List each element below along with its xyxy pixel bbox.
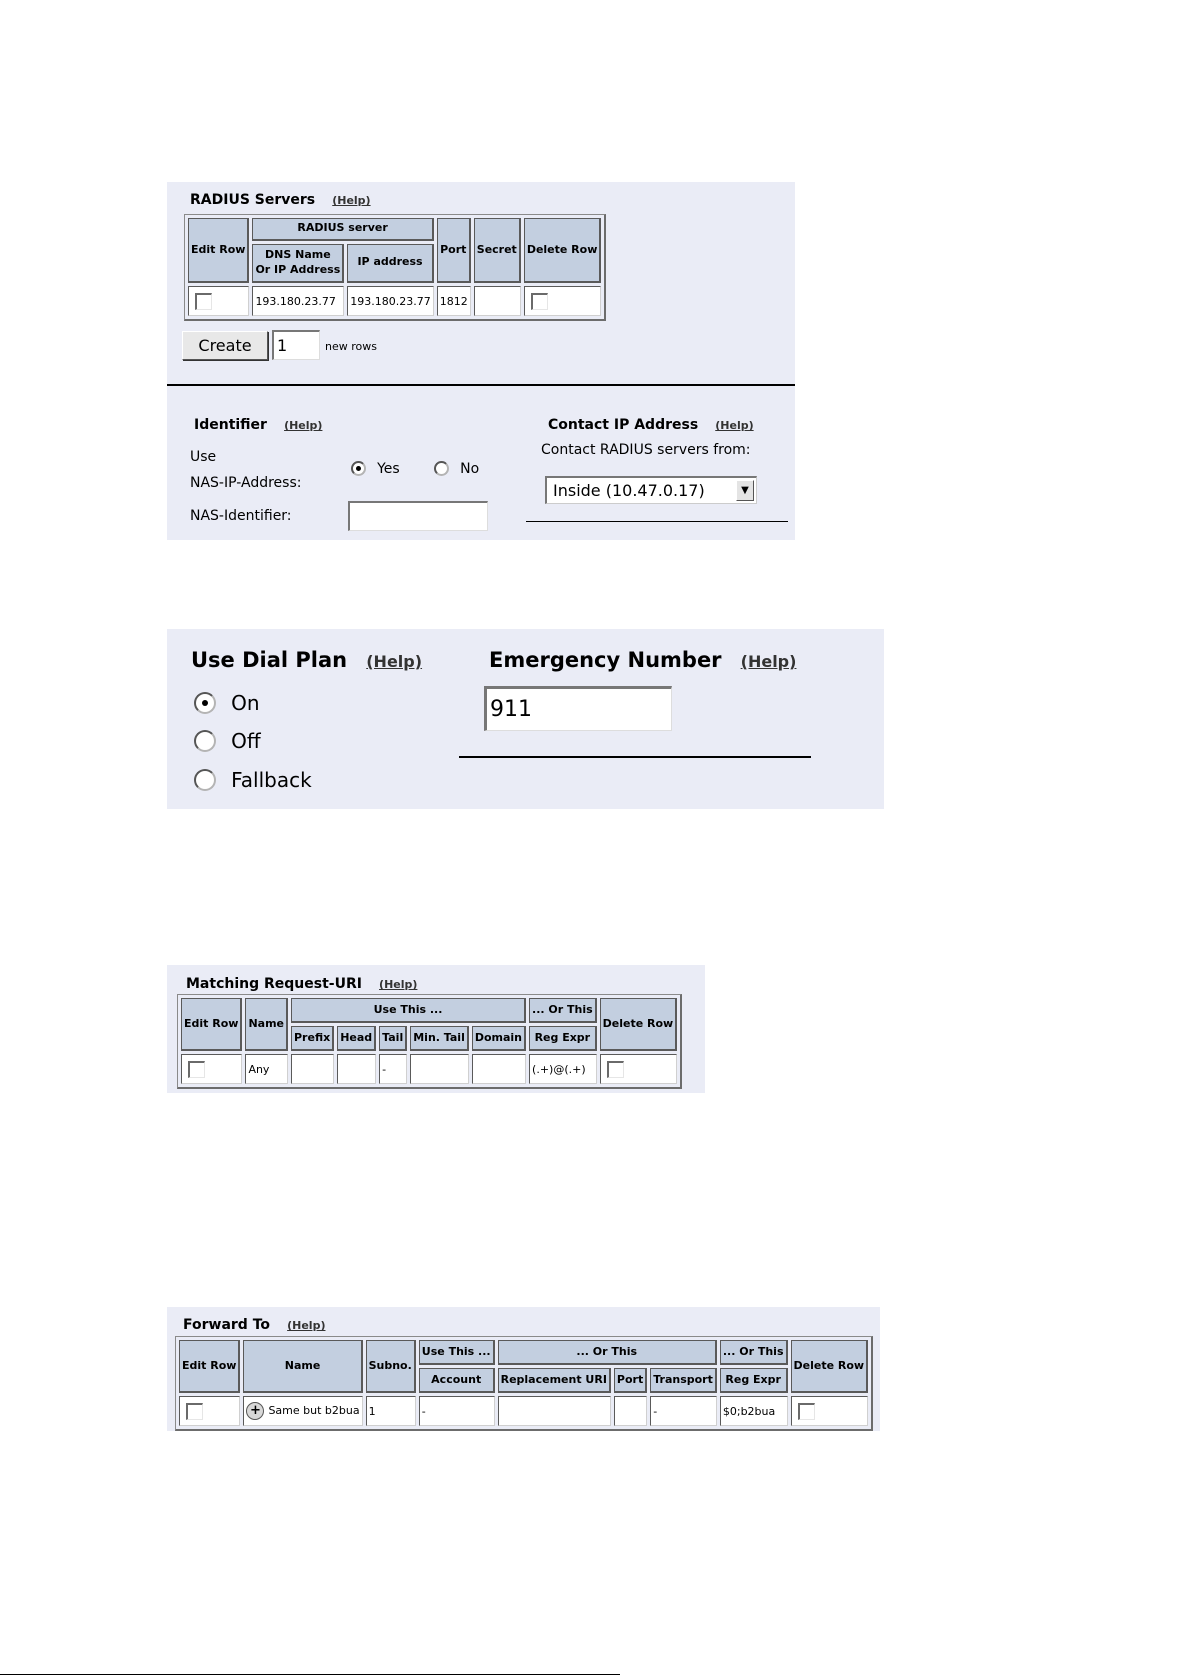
radius-servers-title: RADIUS Servers	[190, 192, 316, 208]
nas-identifier-label: NAS-Identifier:	[190, 508, 292, 524]
dialplan-option-fallback[interactable]	[194, 768, 312, 792]
col-group-radius-server: RADIUS server	[252, 218, 433, 241]
col-domain: Domain	[472, 1026, 526, 1051]
radius-servers-heading	[190, 189, 371, 208]
transport-cell[interactable]: -	[650, 1396, 717, 1426]
col-dns-name-line2: Or IP Address	[255, 262, 341, 276]
col-reg-expr: Reg Expr	[529, 1026, 597, 1051]
dialplan-heading	[191, 648, 422, 672]
col-port: Port	[437, 218, 471, 283]
use-nas-ip-label	[190, 444, 301, 496]
forward-title: Forward To	[183, 1317, 271, 1333]
domain-cell[interactable]	[472, 1054, 526, 1084]
matching-heading	[186, 973, 417, 992]
identifier-heading	[194, 414, 322, 433]
prefix-cell[interactable]	[291, 1054, 334, 1084]
contact-ip-heading	[548, 414, 754, 433]
edit-row-cell	[179, 1396, 240, 1426]
nas-ip-no-option[interactable]	[434, 458, 479, 477]
radius-servers-table	[184, 214, 606, 321]
edit-row-checkbox[interactable]	[195, 293, 212, 310]
col-secret: Secret	[474, 218, 521, 283]
identifier-help-link[interactable]: (Help)	[284, 419, 323, 432]
contact-ip-selected: Inside (10.47.0.17)	[553, 481, 705, 500]
col-dns-name-line1: DNS Name	[265, 247, 331, 261]
contact-ip-title: Contact IP Address	[548, 417, 699, 433]
tail-cell[interactable]: -	[379, 1054, 407, 1084]
contact-ip-help-link[interactable]: (Help)	[715, 419, 754, 432]
col-subno: Subno.	[366, 1340, 416, 1393]
dialplan-fallback-label: Fallback	[231, 768, 312, 792]
col-edit-row: Edit Row	[188, 218, 249, 283]
nas-ip-yes-option[interactable]	[351, 458, 400, 477]
forward-heading	[183, 1314, 325, 1333]
nas-ip-yes-label: Yes	[377, 461, 400, 477]
identifier-title: Identifier	[194, 417, 267, 433]
page-footer-rule	[0, 1674, 620, 1675]
use-nas-ip-label-line2: NAS-IP-Address:	[190, 475, 302, 491]
account-cell[interactable]: -	[419, 1396, 495, 1426]
secret-cell[interactable]	[474, 286, 521, 316]
delete-row-cell	[791, 1396, 869, 1426]
col-min-tail: Min. Tail	[410, 1026, 469, 1051]
col-transport: Transport	[650, 1368, 717, 1393]
nas-ip-no-label: No	[460, 461, 480, 477]
new-rows-input[interactable]: 1	[272, 330, 320, 360]
col-dns-name	[252, 244, 344, 283]
col-edit-row: Edit Row	[179, 1340, 240, 1393]
col-name: Name	[243, 1340, 362, 1393]
create-button[interactable]: Create	[182, 331, 268, 360]
replacement-uri-cell[interactable]	[498, 1396, 611, 1426]
col-group-or-this: ... Or This	[498, 1340, 717, 1365]
col-tail: Tail	[379, 1026, 407, 1051]
col-account: Account	[419, 1368, 495, 1393]
name-value: Same but b2bua	[268, 1404, 360, 1417]
name-cell[interactable]	[243, 1396, 362, 1426]
ip-cell[interactable]: 193.180.23.77	[347, 286, 433, 316]
dialplan-off-radio[interactable]	[194, 730, 216, 752]
reg-expr-cell[interactable]: (.+)@(.+)	[529, 1054, 597, 1084]
dialplan-fallback-radio[interactable]	[194, 769, 216, 791]
new-rows-label: new rows	[325, 340, 377, 353]
forward-table	[175, 1336, 873, 1431]
contact-ip-divider	[526, 521, 788, 522]
delete-row-checkbox[interactable]	[531, 293, 548, 310]
col-delete-row: Delete Row	[791, 1340, 869, 1393]
table-row	[181, 1054, 677, 1084]
emergency-title: Emergency Number	[489, 648, 722, 672]
emergency-divider	[459, 756, 811, 758]
nas-identifier-input[interactable]	[348, 501, 488, 531]
col-prefix: Prefix	[291, 1026, 334, 1051]
reg-expr-cell[interactable]: $0;b2bua	[720, 1396, 788, 1426]
head-cell[interactable]	[337, 1054, 376, 1084]
emergency-heading	[489, 648, 796, 672]
col-edit-row: Edit Row	[181, 998, 242, 1051]
dialplan-option-off[interactable]	[194, 729, 261, 753]
emergency-number-input[interactable]: 911	[484, 686, 672, 731]
emergency-help-link[interactable]: (Help)	[740, 652, 797, 671]
table-row	[188, 286, 601, 316]
port-cell[interactable]: 1812	[437, 286, 471, 316]
col-delete-row: Delete Row	[600, 998, 678, 1051]
chevron-down-icon[interactable]: ▼	[736, 480, 754, 501]
nas-ip-yes-radio[interactable]	[351, 461, 366, 476]
delete-row-cell	[600, 1054, 678, 1084]
use-nas-ip-label-line1: Use	[190, 449, 217, 465]
edit-row-checkbox[interactable]	[188, 1061, 205, 1078]
dialplan-off-label: Off	[231, 729, 261, 753]
dialplan-title: Use Dial Plan	[191, 648, 348, 672]
contact-ip-select[interactable]	[545, 476, 757, 504]
plus-icon[interactable]: +	[246, 1402, 264, 1420]
dialplan-option-on[interactable]	[194, 691, 260, 715]
matching-help-link[interactable]: (Help)	[379, 978, 418, 991]
col-port: Port	[614, 1368, 647, 1393]
radius-help-link[interactable]: (Help)	[332, 194, 371, 207]
col-delete-row: Delete Row	[524, 218, 602, 283]
port-cell[interactable]	[614, 1396, 647, 1426]
dialplan-on-label: On	[231, 691, 260, 715]
col-group-use-this: Use This ...	[419, 1340, 495, 1365]
dns-cell[interactable]: 193.180.23.77	[252, 286, 344, 316]
nas-ip-no-radio[interactable]	[434, 461, 449, 476]
delete-row-cell	[524, 286, 602, 316]
col-replacement-uri: Replacement URI	[498, 1368, 611, 1393]
col-reg-expr: Reg Expr	[720, 1368, 788, 1393]
col-group-use-this: Use This ...	[291, 998, 526, 1023]
dialplan-help-link[interactable]: (Help)	[366, 652, 423, 671]
edit-row-cell	[188, 286, 249, 316]
matching-title: Matching Request-URI	[186, 976, 362, 992]
subno-cell[interactable]: 1	[366, 1396, 416, 1426]
col-head: Head	[337, 1026, 376, 1051]
edit-row-checkbox[interactable]	[186, 1403, 203, 1420]
min-tail-cell[interactable]	[410, 1054, 469, 1084]
delete-row-checkbox[interactable]	[607, 1061, 624, 1078]
contact-radius-label: Contact RADIUS servers from:	[541, 442, 751, 458]
name-cell[interactable]: Any	[245, 1054, 288, 1084]
col-group-or-this: ... Or This	[529, 998, 597, 1023]
col-name: Name	[245, 998, 288, 1051]
table-row	[179, 1396, 868, 1426]
radius-divider	[167, 384, 795, 386]
col-ip-address: IP address	[347, 244, 433, 283]
edit-row-cell	[181, 1054, 242, 1084]
delete-row-checkbox[interactable]	[798, 1403, 815, 1420]
dialplan-on-radio[interactable]	[194, 692, 216, 714]
forward-help-link[interactable]: (Help)	[287, 1319, 326, 1332]
matching-table	[177, 994, 682, 1089]
col-group-or-this-2: ... Or This	[720, 1340, 788, 1365]
